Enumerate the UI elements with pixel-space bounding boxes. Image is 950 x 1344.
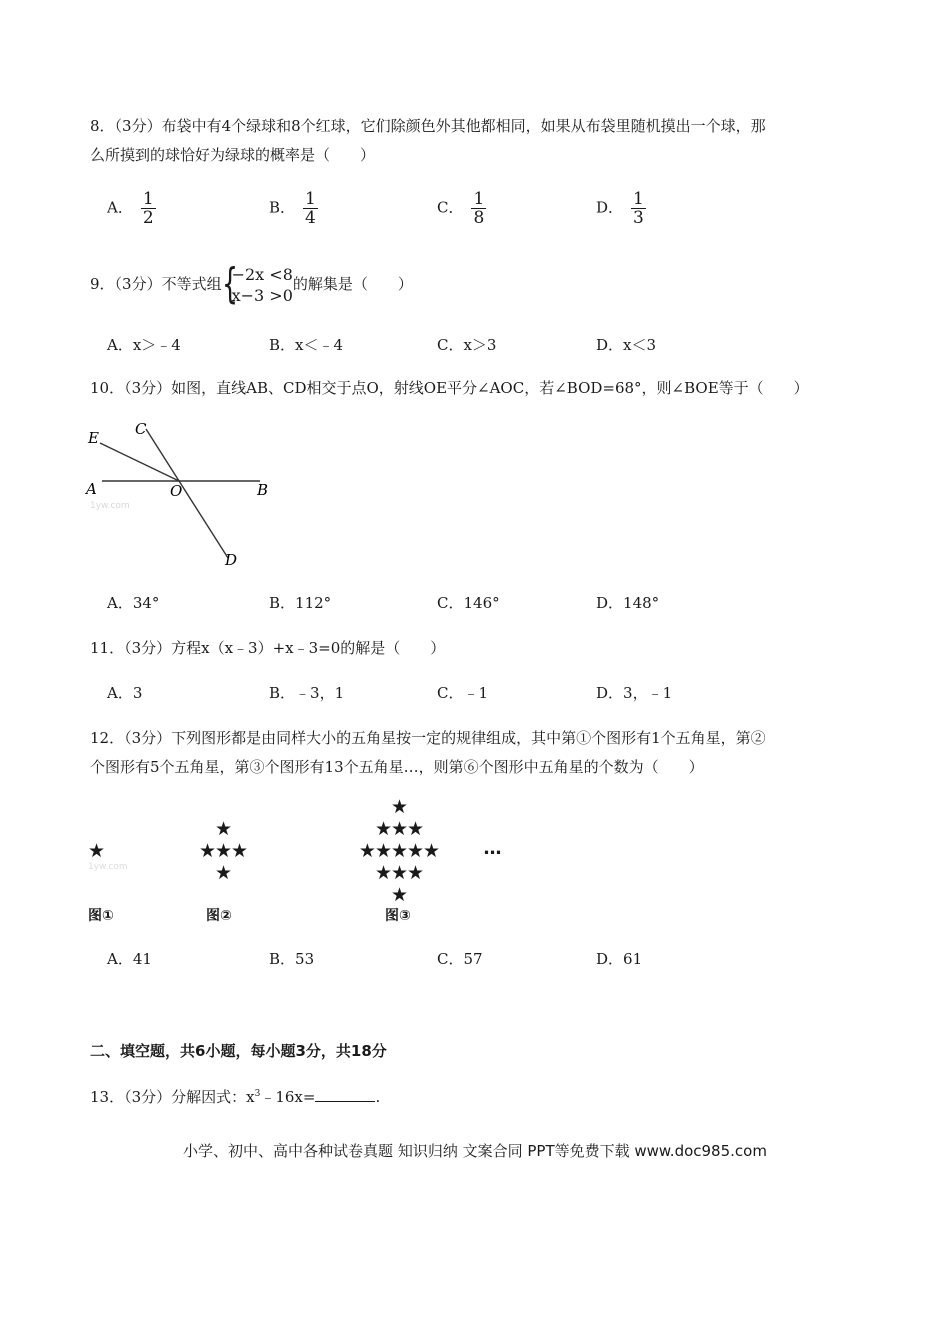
q8-option-b [269, 190, 318, 227]
q12-option-b: B．53 [269, 950, 315, 968]
q12-line1: 12．（3分）下列图形都是由同样大小的五角星按一定的规律组成，其中第①个图形有1个五角星，第② [90, 729, 766, 747]
ellipsis: … [483, 838, 501, 859]
fraction [471, 190, 486, 227]
q13-mid: ﹣16x= [260, 1088, 316, 1106]
star-row: ★★★ [198, 840, 248, 862]
figure-label-3: 图③ [385, 908, 411, 924]
q10-figure [80, 415, 290, 575]
q11-option-b: B．﹣3，1 [269, 684, 345, 702]
q12-line2: 个图形有5个五角星，第③个图形有13个五角星…，则第⑥个图形中五角星的个数为（ ） [90, 758, 704, 776]
option-letter: D． [596, 198, 624, 217]
label-a: A [86, 480, 97, 498]
fraction [631, 190, 646, 227]
label-d: D [225, 551, 238, 569]
q11-option-c: C．﹣1 [437, 684, 489, 702]
q10-option-d: D．148° [596, 594, 660, 612]
option-letter: C． [437, 198, 464, 217]
q9-option-c: C．x＞3 [437, 336, 497, 354]
q9-prefix: 9．（3分）不等式组 [90, 275, 222, 293]
label-c: C [135, 420, 147, 438]
star-row: ★★★ [374, 818, 424, 840]
brace-icon: { [221, 259, 238, 308]
q10-option-b: B．112° [269, 594, 332, 612]
q8-option-c [437, 190, 486, 227]
numerator: 1 [633, 189, 644, 209]
q11-text: 11．（3分）方程x（x﹣3）+x﹣3=0的解是（ ） [90, 639, 446, 657]
numerator: 1 [142, 189, 154, 209]
star-row: ★★★ [374, 862, 424, 884]
q8-line2: 么所摸到的球恰好为绿球的概率是（ ） [90, 146, 376, 164]
q11-option-a: A．3 [107, 684, 143, 702]
q9-line [90, 259, 413, 308]
inequality-1: −2x <8 [231, 265, 293, 284]
figure-label-2: 图② [206, 908, 232, 924]
q12-option-c: C．57 [437, 950, 483, 968]
star-row: ★★★★★ [358, 840, 440, 862]
denominator: 4 [305, 208, 316, 228]
label-o: O [170, 482, 183, 500]
denominator: 3 [633, 208, 644, 228]
star-row: ★ [214, 818, 232, 840]
q8-option-a [107, 190, 156, 227]
star-row: ★ [390, 884, 408, 906]
q10-text: 10．（3分）如图，直线AB、CD相交于点O，射线OE平分∠AOC，若∠BOD=68°，则∠BOE等于（ ） [90, 379, 809, 397]
denominator: 2 [142, 208, 154, 228]
label-b: B [257, 481, 269, 499]
option-letter: A． [107, 198, 133, 217]
denominator: 8 [473, 208, 485, 228]
q10-option-a: A．34° [107, 594, 160, 612]
star-row: ★ [87, 840, 105, 862]
line-cd [146, 429, 228, 558]
q13-end: . [375, 1088, 381, 1106]
fraction [303, 190, 318, 227]
numerator: 1 [473, 189, 485, 209]
star-row: ★ [214, 862, 232, 884]
q9-option-b: B．x＜﹣4 [269, 336, 344, 354]
watermark: 1yw.com [88, 862, 128, 872]
q10-option-c: C．146° [437, 594, 500, 612]
q8-option-d [596, 190, 646, 227]
option-letter: B． [269, 198, 296, 217]
q12-option-d: D．61 [596, 950, 643, 968]
footer: 小学、初中、高中各种试卷真题 知识归纳 文案合同 PPT等免费下载 www.doc985.com [183, 1142, 767, 1160]
inequality-system [221, 259, 293, 308]
figure-label-1: 图① [88, 908, 114, 924]
label-e: E [88, 429, 99, 447]
q9-option-a: A．x＞﹣4 [107, 336, 181, 354]
fraction [141, 190, 156, 227]
watermark: 1yw.com [90, 501, 130, 511]
exponent: 3 [254, 1089, 261, 1099]
numerator: 1 [305, 189, 316, 209]
q13-line [90, 1081, 380, 1110]
q12-option-a: A．41 [107, 950, 152, 968]
section-title: 二、填空题，共6小题，每小题3分，共18分 [90, 1042, 387, 1060]
star-row: ★ [390, 796, 408, 818]
q8-line1: 8．（3分）布袋中有4个绿球和8个红球，它们除颜色外其他都相同，如果从布袋里随机摸出一个球，那 [90, 117, 766, 135]
q13-prefix: 13．（3分）分解因式：x [90, 1088, 255, 1106]
answer-blank[interactable] [315, 1087, 375, 1102]
inequality-2: x−3 >0 [231, 286, 293, 305]
q9-suffix: 的解集是（ ） [292, 275, 413, 293]
q11-option-d: D．3，﹣1 [596, 684, 673, 702]
q9-option-d: D．x＜3 [596, 336, 657, 354]
